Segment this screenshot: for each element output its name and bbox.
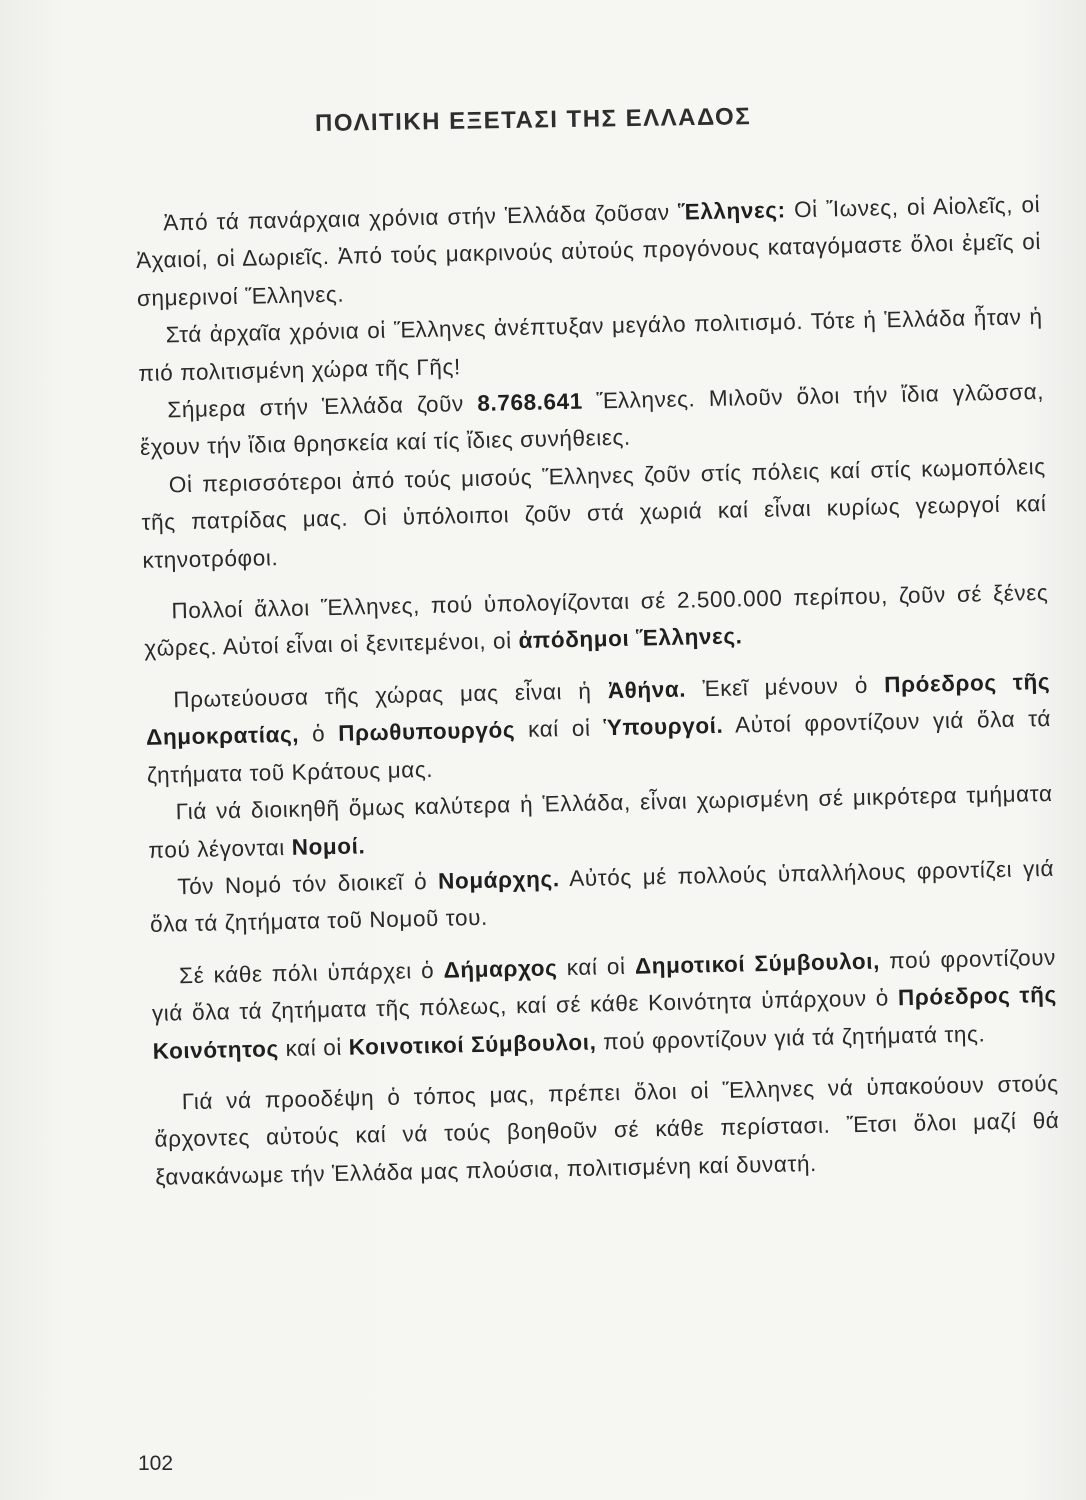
bold-text-run: Δήμαρχος <box>443 955 558 983</box>
text-run: καί οἱ <box>514 715 604 743</box>
paragraph <box>151 939 1058 1070</box>
bold-text-run: Νομοί. <box>291 832 366 860</box>
bold-text-run: Ἀθήνα. <box>607 676 687 704</box>
bold-text-run: Δημοτικοί Σύμβουλοι, <box>634 948 881 979</box>
text-run: Οἱ Ἴωνες, οἱ Αἰολεῖς, οἱ Ἀχαιοί, οἱ Δωριεῖς. Ἀπό τούς μακρινούς αὐτούς προγόνους καταγόμαστε ὅλοι ἐμεῖς οἱ σημερινοί Ἕλληνες. <box>135 192 1042 311</box>
bold-text-run: Ἕλληνες: <box>677 197 786 225</box>
text-run: Οἱ περισσότεροι ἀπό τούς μισούς Ἕλληνες ζοῦν στίς πόλεις καί στίς κωμοπόλεις τῆς πατρίδας μας. Οἱ ὑπόλοιποι ζοῦν στά χωριά καί εἶναι κυρίως γεωργοί καί κτηνοτρόφοι. <box>141 453 1047 573</box>
bold-text-run: 8.768.641 <box>477 388 584 416</box>
text-run: καί οἱ <box>557 953 636 981</box>
text-run: Στά ἀρχαῖα χρόνια οἱ Ἕλληνες ἀνέπτυξαν μεγάλο πολιτισμό. Τότε ἡ Ἑλλάδα ἦταν ἡ πιό πολιτισμένη χώρα τῆς Γῆς! <box>138 304 1043 386</box>
bold-text-run: Πρωθυπουργός <box>337 717 516 747</box>
text-run: Πρωτεύουσα τῆς χώρας μας εἶναι ἡ <box>173 678 609 713</box>
bold-text-run: Πρόεδρος τῆς Δημοκρατίας, <box>145 668 1051 751</box>
paragraph <box>143 574 1049 668</box>
page-number: 102 <box>138 1452 174 1475</box>
bold-text-run: Νομάρχης. <box>437 866 560 894</box>
paragraph <box>145 663 1052 794</box>
text-run: Ἐκεῖ μένουν ὁ <box>685 672 885 702</box>
text-run: Ἕλληνες. Μιλοῦν ὅλοι τήν ἴδια γλῶσσα, ἔχουν τήν ἴδια θρησκεία καί τίς ἴδιες συνήθειες. <box>139 379 1045 461</box>
bold-text-run: ἀπόδημοι Ἕλληνες. <box>518 623 743 654</box>
text-run: Γιά νά προοδέψη ὁ τόπος μας, πρέπει ὅλοι οἱ Ἕλληνες νά ὑπακούουν στούς ἄρχοντες αὐτούς καί νά τούς βοηθοῦν σέ κάθε περίστασι. Ἔτσι ὅλοι μαζί θά ξανακάνωμε τήν Ἑλλάδα μας πλούσια, πολιτισμένη καί δυνατή. <box>154 1070 1060 1190</box>
text-run: Τόν Νομό τόν διοικεῖ ὁ <box>177 868 439 900</box>
bold-text-run: Πρόεδρος τῆς Κοινότητος <box>152 981 1057 1064</box>
text-run: Πολλοί ἄλλοι Ἕλληνες, πού ὑπολογίζονται σέ 2.500.000 περίπου, ζοῦν σέ ξένες χῶρες. Αὐτοί εἶναι οἱ ξενιτεμένοι, οἱ <box>144 580 1049 662</box>
text-run: Αὐτός μέ πολλούς ὑπαλλήλους φροντίζει γιά ὅλα τά ζητήματα τοῦ Νομοῦ του. <box>149 855 1055 938</box>
text-run: πού φροντίζουν γιά τά ζητήματά της. <box>596 1020 986 1055</box>
text-run: Γιά νά διοικηθῆ ὅμως καλύτερα ἡ Ἑλλάδα, εἶναι χωρισμένη σέ μικρότερα τμήματα πού λέγονται <box>148 781 1053 863</box>
bold-text-run: Ὑπουργοί. <box>603 713 724 741</box>
text-run: Σήμερα στήν Ἑλλάδα ζοῦν <box>167 390 478 423</box>
body-text <box>135 186 1061 1196</box>
text-run: Αὐτοί φροντίζουν γιά ὅλα τά ζητήματα τοῦ Κράτους μας. <box>146 706 1052 788</box>
paragraph <box>135 186 1042 317</box>
text-run: ὁ <box>298 721 339 747</box>
page-title: ΠΟΛΙΤΙΚΗ ΕΞΕΤΑΣΙ ΤΗΣ ΕΛΛΑΔΟΣ <box>314 103 752 137</box>
text-run: καί οἱ <box>278 1034 350 1061</box>
text-run: Σέ κάθε πόλι ὑπάρχει ὁ <box>178 957 444 988</box>
text-run: Ἀπό τά πανάρχαια χρόνια στήν Ἑλλάδα ζοῦσαν <box>163 199 679 236</box>
paragraph <box>153 1065 1060 1196</box>
paragraph <box>140 448 1047 579</box>
bold-text-run: Κοινοτικοί Σύμβουλοι, <box>348 1029 597 1060</box>
text-run: πού φροντίζουν γιά ὅλα τά ζητήματα τῆς πόλεως, καί σέ κάθε Κοινότητα ὑπάρχουν ὁ <box>151 944 1057 1026</box>
